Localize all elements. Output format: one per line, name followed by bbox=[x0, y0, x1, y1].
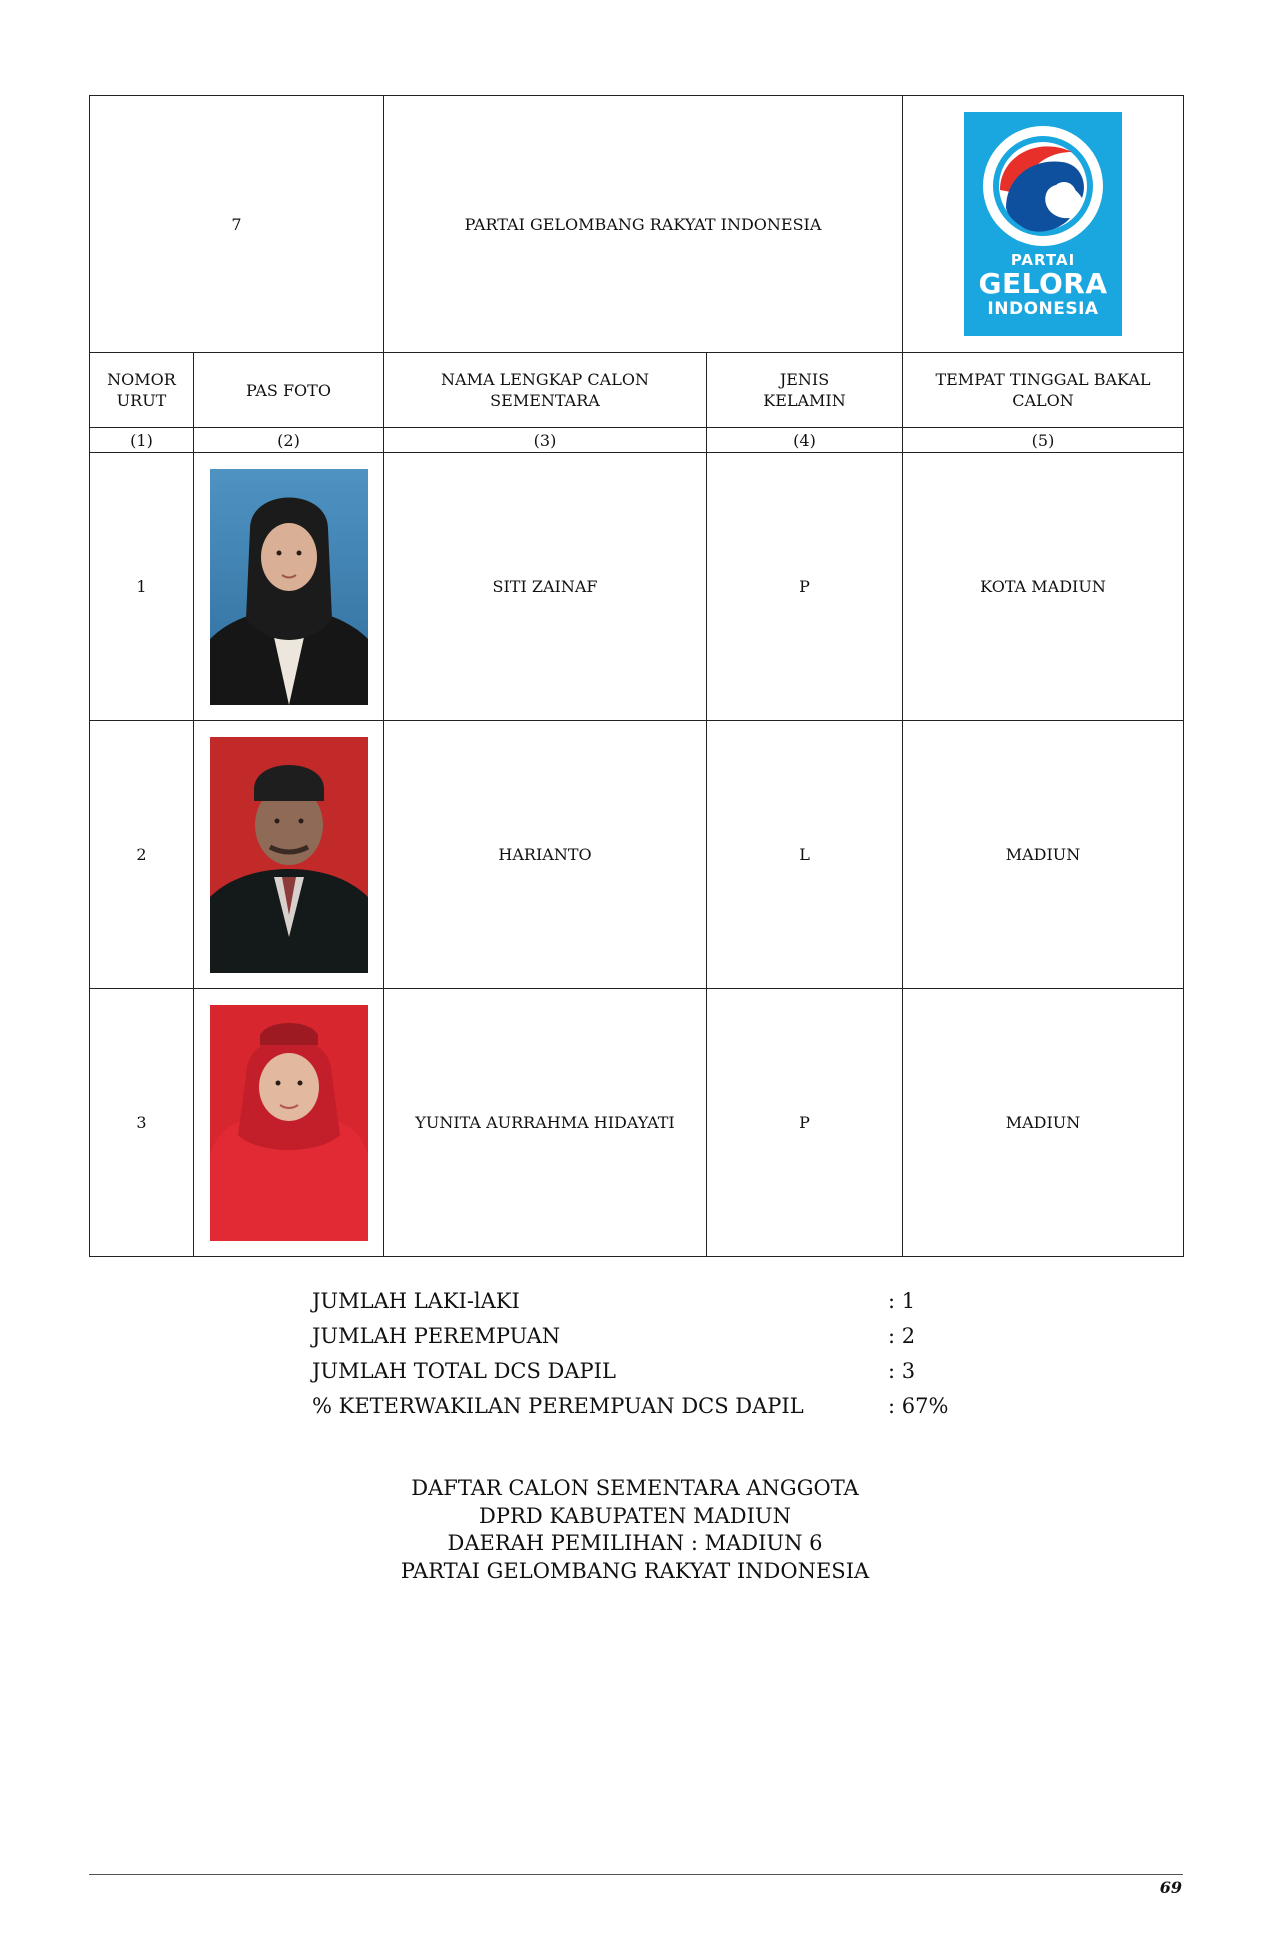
header-pas-foto: PAS FOTO bbox=[194, 353, 384, 428]
summary-block bbox=[312, 1284, 1012, 1424]
footer-divider bbox=[89, 1874, 1183, 1875]
table-row bbox=[90, 721, 1184, 989]
photo-cell bbox=[194, 453, 384, 721]
document-caption bbox=[0, 1475, 1270, 1585]
logo-text-gelora: GELORA bbox=[978, 267, 1108, 300]
summary-row bbox=[312, 1354, 1012, 1389]
candidate-gender: P bbox=[707, 453, 903, 721]
summary-row bbox=[312, 1389, 1012, 1424]
summary-row bbox=[312, 1319, 1012, 1354]
candidate-table bbox=[89, 95, 1184, 1257]
candidate-name: YUNITA AURRAHMA HIDAYATI bbox=[384, 989, 707, 1257]
photo-cell bbox=[194, 989, 384, 1257]
col-number-3: (3) bbox=[384, 428, 707, 453]
caption-line: DAERAH PEMILIHAN : MADIUN 6 bbox=[447, 1531, 823, 1555]
candidate-gender: L bbox=[707, 721, 903, 989]
photo-cell bbox=[194, 721, 384, 989]
row-number: 3 bbox=[90, 989, 194, 1257]
candidate-photo-icon bbox=[210, 469, 368, 705]
column-number-row bbox=[90, 428, 1184, 453]
candidate-residence: MADIUN bbox=[903, 989, 1184, 1257]
summary-label: % KETERWAKILAN PEREMPUAN DCS DAPIL bbox=[312, 1394, 804, 1418]
header-jenis-kelamin: JENIS KELAMIN bbox=[707, 353, 903, 428]
party-name: PARTAI GELOMBANG RAKYAT INDONESIA bbox=[384, 96, 903, 353]
summary-label: JUMLAH LAKI-lAKI bbox=[312, 1289, 520, 1313]
header-nomor-urut: NOMOR URUT bbox=[90, 353, 194, 428]
summary-value: : 1 bbox=[888, 1289, 916, 1313]
row-number: 1 bbox=[90, 453, 194, 721]
candidate-residence: MADIUN bbox=[903, 721, 1184, 989]
candidate-gender: P bbox=[707, 989, 903, 1257]
gelora-wave-icon bbox=[976, 124, 1110, 248]
summary-label: JUMLAH PEREMPUAN bbox=[312, 1324, 561, 1348]
header-tempat-tinggal: TEMPAT TINGGAL BAKAL CALON bbox=[903, 353, 1184, 428]
logo-text-partai: PARTAI bbox=[1010, 251, 1076, 269]
table-row bbox=[90, 453, 1184, 721]
caption-line: DAFTAR CALON SEMENTARA ANGGOTA bbox=[411, 1476, 859, 1500]
logo-text-indonesia: INDONESIA bbox=[987, 299, 1099, 319]
col-number-5: (5) bbox=[903, 428, 1184, 453]
header-nama: NAMA LENGKAP CALON SEMENTARA bbox=[384, 353, 707, 428]
caption-line: PARTAI GELOMBANG RAKYAT INDONESIA bbox=[400, 1558, 870, 1583]
party-header-row bbox=[90, 96, 1184, 353]
page-number: 69 bbox=[1159, 1878, 1182, 1897]
party-logo-cell bbox=[903, 96, 1184, 353]
summary-row bbox=[312, 1284, 1012, 1319]
caption-line: DPRD KABUPATEN MADIUN bbox=[479, 1503, 791, 1528]
candidate-residence: KOTA MADIUN bbox=[903, 453, 1184, 721]
column-header-row bbox=[90, 353, 1184, 428]
row-number: 2 bbox=[90, 721, 194, 989]
party-logo bbox=[964, 112, 1122, 336]
summary-value: : 3 bbox=[888, 1359, 916, 1383]
candidate-name: HARIANTO bbox=[384, 721, 707, 989]
summary-label: JUMLAH TOTAL DCS DAPIL bbox=[312, 1359, 616, 1383]
candidate-photo-icon bbox=[210, 737, 368, 973]
summary-value: : 2 bbox=[888, 1324, 916, 1348]
table-row bbox=[90, 989, 1184, 1257]
party-number: 7 bbox=[90, 96, 384, 353]
candidate-name: SITI ZAINAF bbox=[384, 453, 707, 721]
col-number-1: (1) bbox=[90, 428, 194, 453]
col-number-4: (4) bbox=[707, 428, 903, 453]
candidate-photo-icon bbox=[210, 1005, 368, 1241]
col-number-2: (2) bbox=[194, 428, 384, 453]
summary-value: : 67% bbox=[888, 1394, 949, 1418]
